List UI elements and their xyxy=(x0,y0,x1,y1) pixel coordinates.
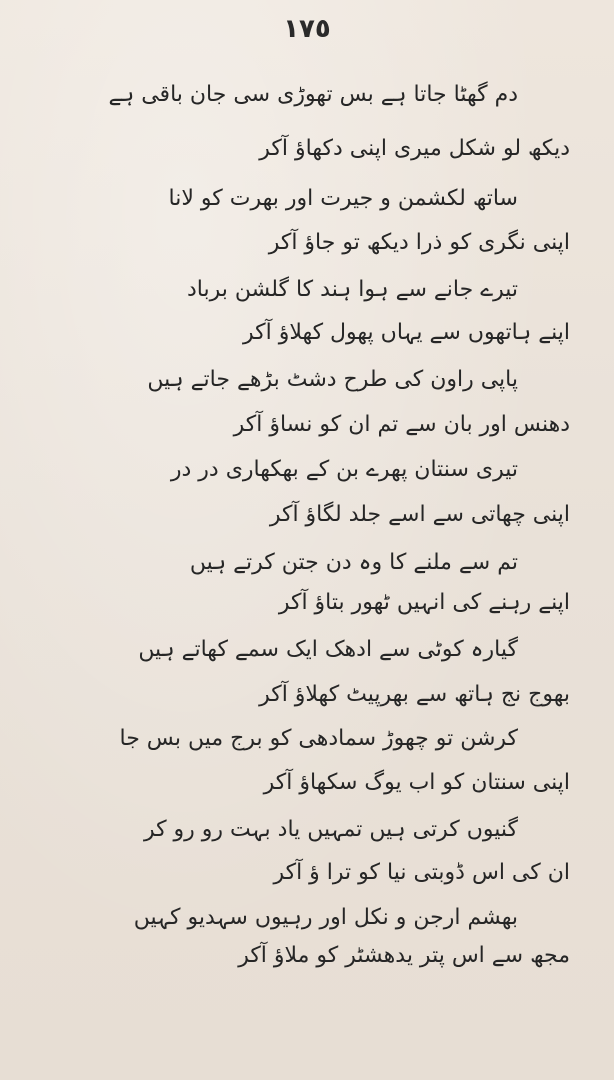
verse-line: اپنے ہاتھوں سے یہاں پھول کھلاؤ آکر xyxy=(242,320,570,345)
verse-line: اپنی سنتان کو اب یوگ سکھاؤ آکر xyxy=(263,770,570,795)
verse-line: اپنے رہنے کی انہیں ٹھور بتاؤ آکر xyxy=(278,590,570,615)
verse-line: ان کی اس ڈوبتی نیا کو ترا ؤ آکر xyxy=(273,860,570,885)
verse-line: تیرے جانے سے ہوا ہند کا گلشن برباد xyxy=(186,277,518,302)
verse-line: دم گھٹا جاتا ہے بس تھوڑی سی جان باقی ہے xyxy=(108,82,518,107)
verse-line: بھشم ارجن و نکل اور رہیوں سہدیو کہیں xyxy=(133,905,518,930)
verse-line: اپنی نگری کو ذرا دیکھ تو جاؤ آکر xyxy=(268,230,570,255)
verse-line: دیکھ لو شکل میری اپنی دکھاؤ آکر xyxy=(259,136,570,161)
page-number: ١٧٥ xyxy=(283,14,331,44)
verse-line: تیری سنتان پھرے بن کے بھکھاری در در xyxy=(170,457,518,482)
verse-line: ساتھ لکشمن و جیرت اور بھرت کو لانا xyxy=(168,186,518,211)
verse-line: کرشن تو چھوڑ سمادھی کو برج میں بس جا xyxy=(119,726,518,751)
verse-line: پاپی راون کی طرح دشٹ بڑھے جاتے ہیں xyxy=(147,367,518,392)
verse-line: گیارہ کوٹی سے ادھک ایک سمے کھاتے ہیں xyxy=(138,637,518,662)
verse-line: بھوج نج ہاتھ سے بھرپیٹ کھلاؤ آکر xyxy=(259,682,570,707)
verse-line: مجھ سے اس پتر یدھشٹر کو ملاؤ آکر xyxy=(238,943,570,968)
verse-line: دھنس اور بان سے تم ان کو نساؤ آکر xyxy=(233,412,570,437)
verse-line: اپنی چھاتی سے اسے جلد لگاؤ آکر xyxy=(269,502,570,527)
verse-line: گنیوں کرتی ہیں تمہیں یاد بہت رو رو کر xyxy=(143,817,518,842)
verse-line: تم سے ملنے کا وہ دن جتن کرتے ہیں xyxy=(189,550,518,575)
